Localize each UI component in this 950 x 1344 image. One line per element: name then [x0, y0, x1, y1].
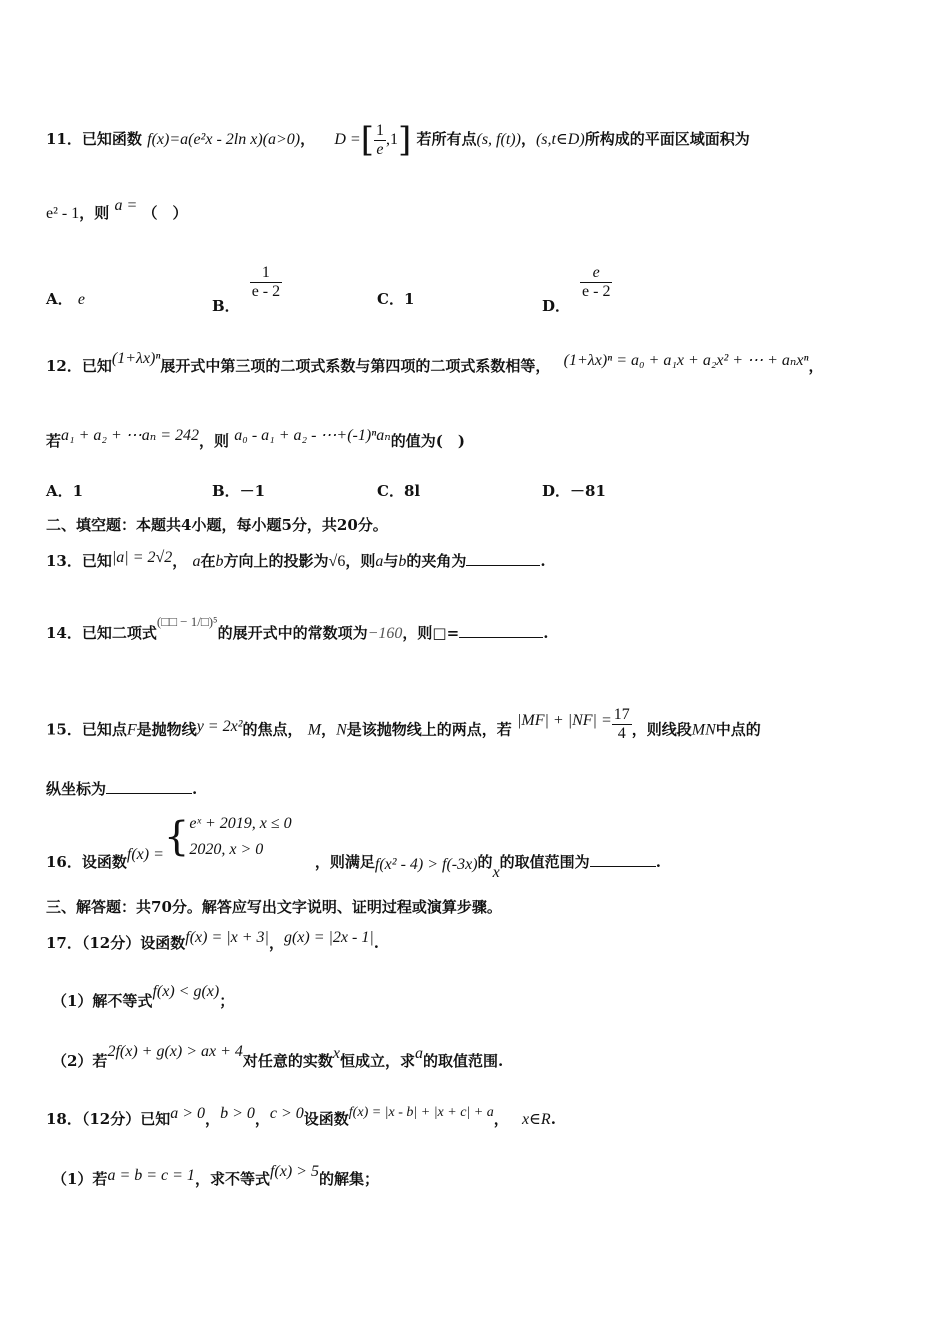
fraction: $\frac{1}{e}$	[375, 121, 384, 158]
question-number: 11．	[46, 130, 82, 148]
q11-option-b: B． $\frac{1}{e - 2}$	[212, 264, 281, 315]
q11-option-d: D． $\frac{e}{e - 2}$	[542, 264, 611, 315]
piecewise-cases: eˣ + 2019, x ≤ 0 2020, x > 0	[189, 815, 292, 858]
q12-line2: 若a₁ + a₂ + ⋯aₙ = 242，则 a₀ - a₁ + a₂ - ⋯+(-1)ⁿaₙ的值为( )	[46, 427, 465, 450]
answer-blank	[466, 551, 540, 566]
expansion: (1+λx)ⁿ = a₀ + a₁x + a₂x² + ⋯ + aₙxⁿ	[563, 352, 809, 369]
q15-line1: 15．已知点F是抛物线y = 2x²的焦点， M，N是该抛物线上的两点，若 |MF| + |NF| = $\frac{17}{4}$ ，则线段MN中点的	[46, 706, 761, 742]
q12-line1: 12．已知(1+λx)ⁿ展开式中第三项的二项式系数与第四项的二项式系数相等， (1+λx)ⁿ = a₀ + a₁x + a₂x² + ⋯ + aₙxⁿ，	[46, 350, 824, 375]
bracket-right: ]	[397, 120, 412, 160]
q11-line2: e² - 1，则 a = （ ）	[46, 197, 188, 222]
section-heading: 二、填空题：本题共4小题，每小题5分，共20分。	[46, 516, 388, 534]
q15-line2: 纵坐标为 .	[46, 780, 198, 798]
q12-option-c: C．8l	[377, 482, 421, 500]
bracket-left: [	[360, 120, 374, 160]
q18: 18．（12分）已知a > 0，b > 0，c > 0设函数f(x) = |x - b| + |x + c| + a， x∈R.	[46, 1105, 556, 1128]
q12-option-b: B．－1	[212, 482, 266, 500]
q11-line1: 11．已知函数 f(x)=a(e²x - 2ln x)(a>0)， D =[ $\frac{1}{e}$ ,1] 若所有点(s, f(t))，(s,t∈D)所构成的平面区域面积为	[46, 120, 750, 160]
q17-part2: （2）若2f(x) + g(x) > ax + 4对任意的实数x恒成立，求a的取值范围.	[52, 1043, 504, 1070]
function-expr: f(x)=a(e²x - 2ln x)(a>0)	[147, 131, 301, 148]
answer-blank	[106, 779, 192, 794]
fraction: $\frac{17}{4}$	[613, 706, 630, 742]
area-expr: e² - 1	[46, 205, 80, 222]
q12-option-d: D．－81	[542, 482, 606, 500]
q11-option-c: C．1	[377, 290, 415, 308]
q16: 16．设函数f(x) ={ eˣ + 2019, x ≤ 0 2020, x > 0 ，则满足f(x² - 4) > f(-3x)的x的取值范围为 .	[46, 815, 661, 867]
domain-label: D =	[334, 131, 361, 148]
q11-option-a: A． e	[46, 290, 85, 308]
q12-option-a: A．1	[46, 482, 84, 500]
q14: 14．已知二项式(□□ − 1/□)⁵的展开式中的常数项为−160，则□= .	[46, 614, 549, 642]
q13: 13．已知|a| = 2√2， a在b方向上的投影为√6，则a与b的夹角为 .	[46, 549, 546, 570]
answer-blank	[590, 852, 656, 867]
q17: 17．（12分）设函数f(x) = |x + 3|，g(x) = |2x - 1|.	[46, 929, 379, 952]
q18-part1: （1）若a = b = c = 1，求不等式f(x) > 5的解集；	[52, 1163, 379, 1188]
brace: {	[163, 814, 190, 860]
binomial-expr: (□□ − 1/□)⁵	[156, 614, 218, 629]
answer-blank	[459, 623, 543, 638]
section-heading: 三、解答题：共70分。解答应写出文字说明、证明过程或演算步骤。	[46, 898, 502, 916]
q17-part1: （1）解不等式f(x) < g(x)；	[52, 983, 235, 1010]
